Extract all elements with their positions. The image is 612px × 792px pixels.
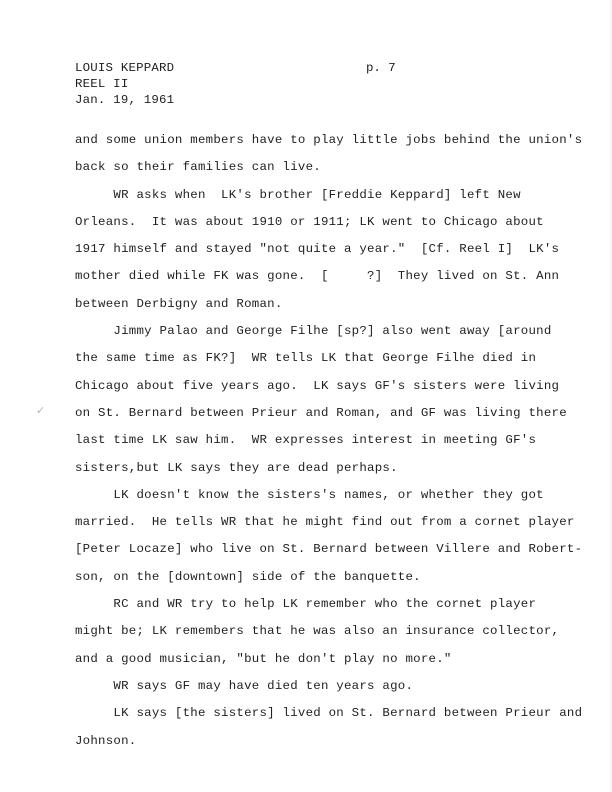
transcript-line: mother died while FK was gone. [ ?] They lived on St. Ann bbox=[75, 269, 560, 284]
transcript-line: Orleans. It was about 1910 or 1911; LK went to Chicago about bbox=[75, 214, 544, 229]
reel-label: REEL II bbox=[75, 77, 129, 91]
transcript-line: between Derbigny and Roman. bbox=[75, 296, 283, 311]
transcript-line: RC and WR try to help LK remember who the cornet player bbox=[75, 597, 537, 612]
transcript-line: back so their families can live. bbox=[75, 160, 321, 175]
transcript-line: and a good musician, "but he don't play no more." bbox=[75, 651, 452, 666]
transcript-line: sisters,but LK says they are dead perhaps. bbox=[75, 460, 398, 475]
transcript-line: married. He tells WR that he might find out from a cornet player bbox=[75, 515, 575, 530]
transcript-line: and some union members have to play little jobs behind the union's bbox=[75, 133, 583, 147]
transcript-line: last time LK saw him. WR expresses interest in meeting GF's bbox=[75, 433, 537, 448]
transcript-line: Chicago about five years ago. LK says GF's sisters were living bbox=[75, 378, 560, 393]
transcript-line: 1917 himself and stayed "not quite a year." [Cf. Reel I] LK's bbox=[75, 242, 560, 257]
transcript-line: Johnson. bbox=[75, 733, 137, 748]
interviewee-name: LOUIS KEPPARD bbox=[75, 61, 175, 75]
transcript-line: [Peter Locaze] who live on St. Bernard between Villere and Robert- bbox=[75, 542, 583, 557]
interview-date: Jan. 19, 1961 bbox=[75, 93, 175, 107]
transcript-line: WR asks when LK's brother [Freddie Keppard] left New bbox=[75, 187, 521, 202]
transcript-body bbox=[75, 127, 583, 755]
transcript-line: might be; LK remembers that he was also an insurance collector, bbox=[75, 624, 560, 639]
transcript-line: LK doesn't know the sisters's names, or whether they got bbox=[75, 487, 544, 502]
transcript-line: on St. Bernard between Prieur and Roman, and GF was living there bbox=[75, 405, 567, 420]
transcript-line: son, on the [downtown] side of the banquette. bbox=[75, 569, 421, 584]
margin-check-mark: ✓ bbox=[36, 404, 46, 417]
transcript-line: LK says [the sisters] lived on St. Bernard between Prieur and bbox=[75, 706, 583, 721]
transcript-line: Jimmy Palao and George Filhe [sp?] also went away [around bbox=[75, 324, 552, 339]
transcript-line: the same time as FK?] WR tells LK that George Filhe died in bbox=[75, 351, 537, 366]
page-number: p. 7 bbox=[366, 61, 396, 75]
document-header bbox=[75, 60, 174, 108]
transcript-line: WR says GF may have died ten years ago. bbox=[75, 678, 414, 693]
